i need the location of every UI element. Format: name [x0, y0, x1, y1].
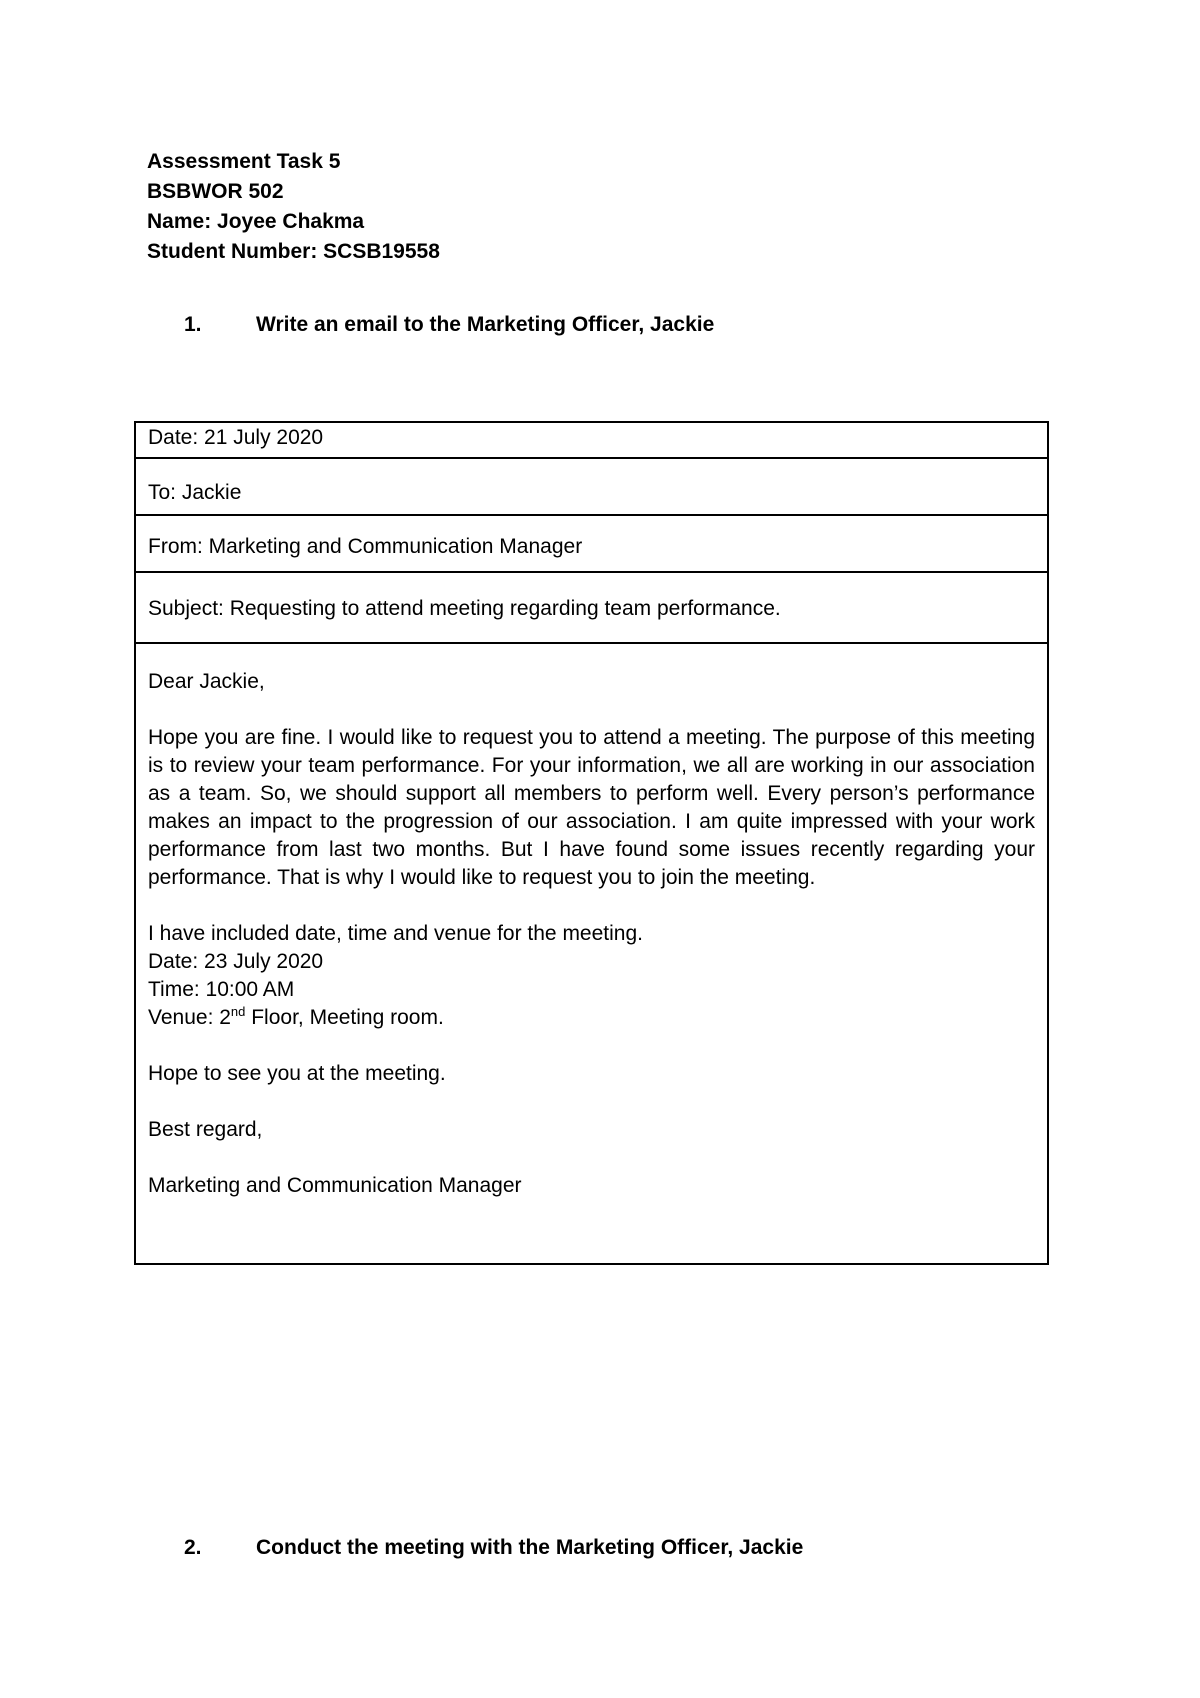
- venue-suffix: Floor, Meeting room.: [245, 1006, 444, 1029]
- email-salutation: Dear Jackie,: [148, 670, 265, 693]
- question-2-text: Conduct the meeting with the Marketing Officer, Jackie: [256, 1536, 804, 1559]
- question-1-heading: [184, 312, 714, 338]
- email-body: [136, 644, 1047, 1263]
- meeting-venue: [148, 1004, 1035, 1032]
- meeting-details-intro: I have included date, time and venue for the meeting.: [148, 922, 643, 945]
- unit-code: BSBWOR 502: [147, 180, 284, 203]
- venue-ordinal: nd: [230, 1004, 246, 1019]
- email-table: [134, 421, 1049, 1265]
- meeting-time: Time: 10:00 AM: [148, 978, 295, 1001]
- email-sign-off: Best regard,: [148, 1118, 263, 1141]
- venue-prefix: Venue: 2: [148, 1006, 231, 1029]
- email-body-paragraph: Hope you are fine. I would like to request you to attend a meeting. The purpose of this meeting is to review your team performance. For your information, we all are working in our association as a team. So, we should support all members to perform well. Every person’s performance makes an impact to the progression of our association. I am quite impressed with your work performance from last two months. But I have found some issues recently regarding your performance. That is why I would like to request you to join the meeting.: [148, 726, 1035, 889]
- question-2-number: 2.: [184, 1536, 202, 1559]
- student-number: Student Number: SCSB19558: [147, 240, 440, 263]
- question-1-text: Write an email to the Marketing Officer, Jackie: [256, 313, 715, 336]
- email-to-row: To: Jackie: [136, 459, 1047, 516]
- meeting-date: Date: 23 July 2020: [148, 950, 324, 973]
- document-header: [147, 147, 440, 267]
- email-from-row: From: Marketing and Communication Manager: [136, 516, 1047, 573]
- email-subject-row: Subject: Requesting to attend meeting regarding team performance.: [136, 573, 1047, 644]
- email-signature: Marketing and Communication Manager: [148, 1174, 522, 1197]
- question-2-heading: [184, 1535, 803, 1561]
- email-date-row: Date: 21 July 2020: [136, 423, 1047, 459]
- question-1-number: 1.: [184, 313, 202, 336]
- email-closing-line: Hope to see you at the meeting.: [148, 1062, 446, 1085]
- student-name: Name: Joyee Chakma: [147, 210, 365, 233]
- assessment-title: Assessment Task 5: [147, 150, 341, 173]
